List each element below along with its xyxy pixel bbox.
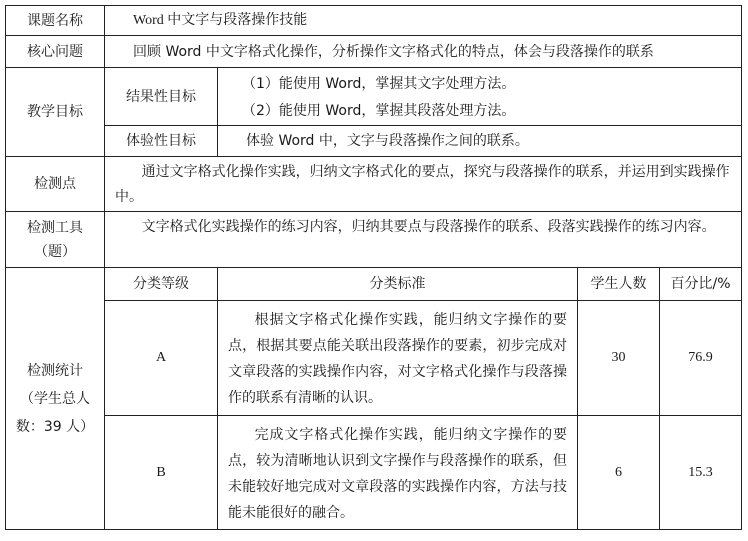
header-students: 学生人数: [578, 268, 660, 301]
core-question-text: 回顾 Word 中文字格式化操作，分析操作文字格式化的特点，体会与段落操作的联系: [133, 43, 654, 60]
table-row-students: 6: [578, 416, 660, 530]
statistics-label-line: 检测统计: [27, 362, 83, 379]
table-row-level: A: [105, 301, 218, 416]
check-tool-label-line: 检测工具: [27, 219, 83, 236]
table-row-percent: 15.3: [660, 416, 742, 530]
check-tool-label-line: （题）: [34, 243, 76, 260]
result-goal-label: 结果性目标: [105, 68, 218, 126]
statistics-label: [5, 268, 105, 530]
table-row-criteria: 完成文字格式化操作实践，能归纳文字操作的要点，较为清晰地认识到文字操作与段落操作的联系，但未能较好地完成对文章段落的实践操作内容，方法与技能未能很好的融合。: [218, 416, 578, 530]
experience-goal-label: 体验性目标: [105, 126, 218, 157]
check-tool-value: 文字格式化实践操作的练习内容，归纳其要点与段落操作的联系、段落实践操作的练习内容。: [105, 212, 742, 268]
result-goal-items: [218, 68, 742, 126]
course-name-label: 课题名称: [5, 5, 105, 36]
header-criteria: 分类标准: [218, 268, 578, 301]
teaching-goals-label: 教学目标: [5, 68, 105, 157]
table-row-level: B: [105, 416, 218, 530]
result-goal-item: （1）能使用 Word，掌握其文字处理方法。: [242, 76, 516, 92]
table-row-criteria: 根据文字格式化操作实践，能归纳文字操作的要点，根据其要点能关联出段落操作的要素，初步完成对文章段落的实践操作内容，对文字格式化操作与段落操作的联系有清晰的认识。: [218, 301, 578, 416]
statistics-label-line: 数：39 人）: [15, 418, 95, 435]
result-goal-item: （2）能使用 Word，掌握其段落处理方法。: [242, 103, 516, 119]
check-point-label: 检测点: [5, 157, 105, 212]
experience-goal-text: 体验 Word 中，文字与段落操作之间的联系。: [246, 133, 529, 149]
experience-goal-value: [218, 126, 742, 157]
core-question-value: [105, 36, 742, 68]
header-percent: 百分比/%: [660, 268, 742, 301]
course-name-value: [105, 5, 742, 36]
table-row-students: 30: [578, 301, 660, 416]
table-row-percent: 76.9: [660, 301, 742, 416]
header-level: 分类等级: [105, 268, 218, 301]
check-point-value: 通过文字格式化操作实践，归纳文字格式化的要点，探究与段落操作的联系，并运用到实践操作中。: [105, 157, 742, 212]
check-tool-label: [5, 212, 105, 268]
core-question-label: 核心问题: [5, 36, 105, 68]
statistics-label-line: （学生总人: [20, 390, 90, 407]
course-name-text: Word 中文字与段落操作技能: [133, 12, 308, 28]
